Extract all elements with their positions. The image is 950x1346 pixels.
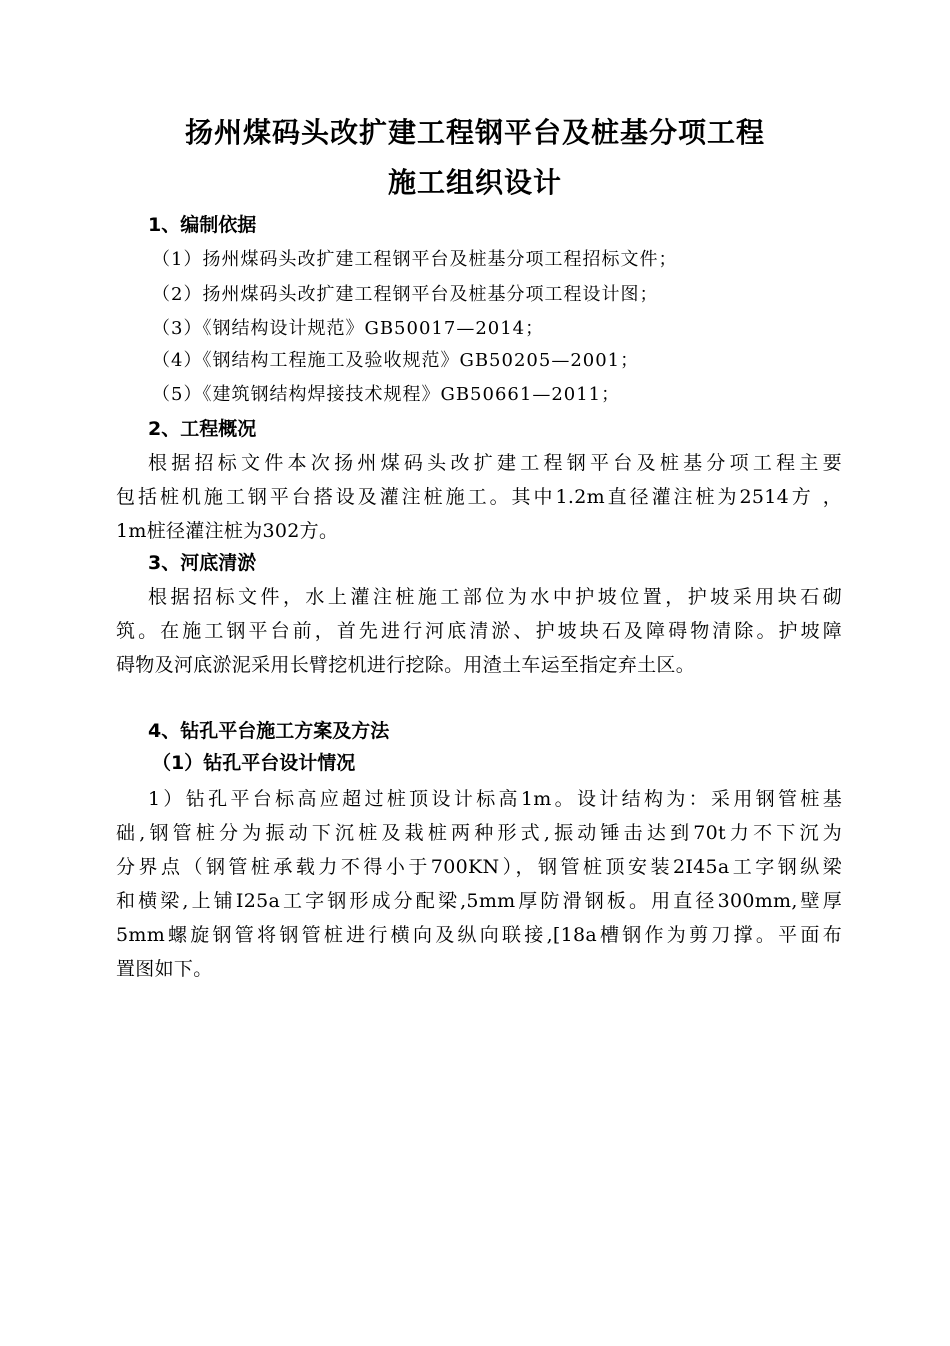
dredging-paragraph [116,580,842,682]
paragraph-line: 1m桩径灌注桩为302方。 [116,520,339,542]
section-heading-platform: 4、钻孔平台施工方案及方法 [148,720,390,742]
section-heading-overview: 2、工程概况 [148,418,257,440]
paragraph-line: 包括桩机施工钢平台搭设及灌注桩施工。其中1.2m直径灌注桩为2514方 ， [116,486,842,508]
paragraph-line: 碍物及河底淤泥采用长臂挖机进行挖除。用渣土车运至指定弃土区。 [116,654,696,676]
paragraph-line: 根据招标文件，水上灌注桩施工部位为水中护坡位置，护坡采用块石砌 [148,586,842,608]
paragraph-line: 5mm螺旋钢管将钢管桩进行横向及纵向联接,[18a槽钢作为剪刀撑。平面布 [116,924,842,946]
platform-paragraph [116,782,842,986]
document-subtitle: 施工组织设计 [387,166,562,199]
paragraph-line: 筑。在施工钢平台前，首先进行河底清淤、护坡块石及障碍物清除。护坡障 [116,620,842,642]
section-heading-basis: 1、编制依据 [148,214,257,236]
overview-paragraph [116,446,842,548]
basis-item: （3）《钢结构设计规范》GB50017—2014； [152,318,545,339]
basis-item: （2）扬州煤码头改扩建工程钢平台及桩基分项工程设计图； [152,284,659,305]
paragraph-line: 础,钢管桩分为振动下沉桩及栽桩两种形式,振动锤击达到70t力不下沉为 [116,822,842,844]
paragraph-line: 置图如下。 [116,958,213,980]
basis-item: （4）《钢结构工程施工及验收规范》GB50205—2001； [152,350,640,371]
subsection-heading-platform-design: （1）钻孔平台设计情况 [152,752,356,774]
document-title: 扬州煤码头改扩建工程钢平台及桩基分项工程 [184,116,765,149]
paragraph-line: 分界点（钢管桩承载力不得小于700KN），钢管桩顶安装2I45a工字钢纵梁 [116,856,842,878]
paragraph-line: 根据招标文件本次扬州煤码头改扩建工程钢平台及桩基分项工程主要 [148,452,842,474]
paragraph-line: 1）钻孔平台标高应超过桩顶设计标高1m。设计结构为：采用钢管桩基 [148,788,842,810]
paragraph-line: 和横梁,上铺I25a工字钢形成分配梁,5mm厚防滑钢板。用直径300mm,壁厚 [116,890,842,912]
section-heading-dredging: 3、河底清淤 [148,552,257,574]
basis-item: （5）《建筑钢结构焊接技术规程》GB50661—2011； [152,384,621,405]
basis-item: （1）扬州煤码头改扩建工程钢平台及桩基分项工程招标文件； [152,249,678,270]
